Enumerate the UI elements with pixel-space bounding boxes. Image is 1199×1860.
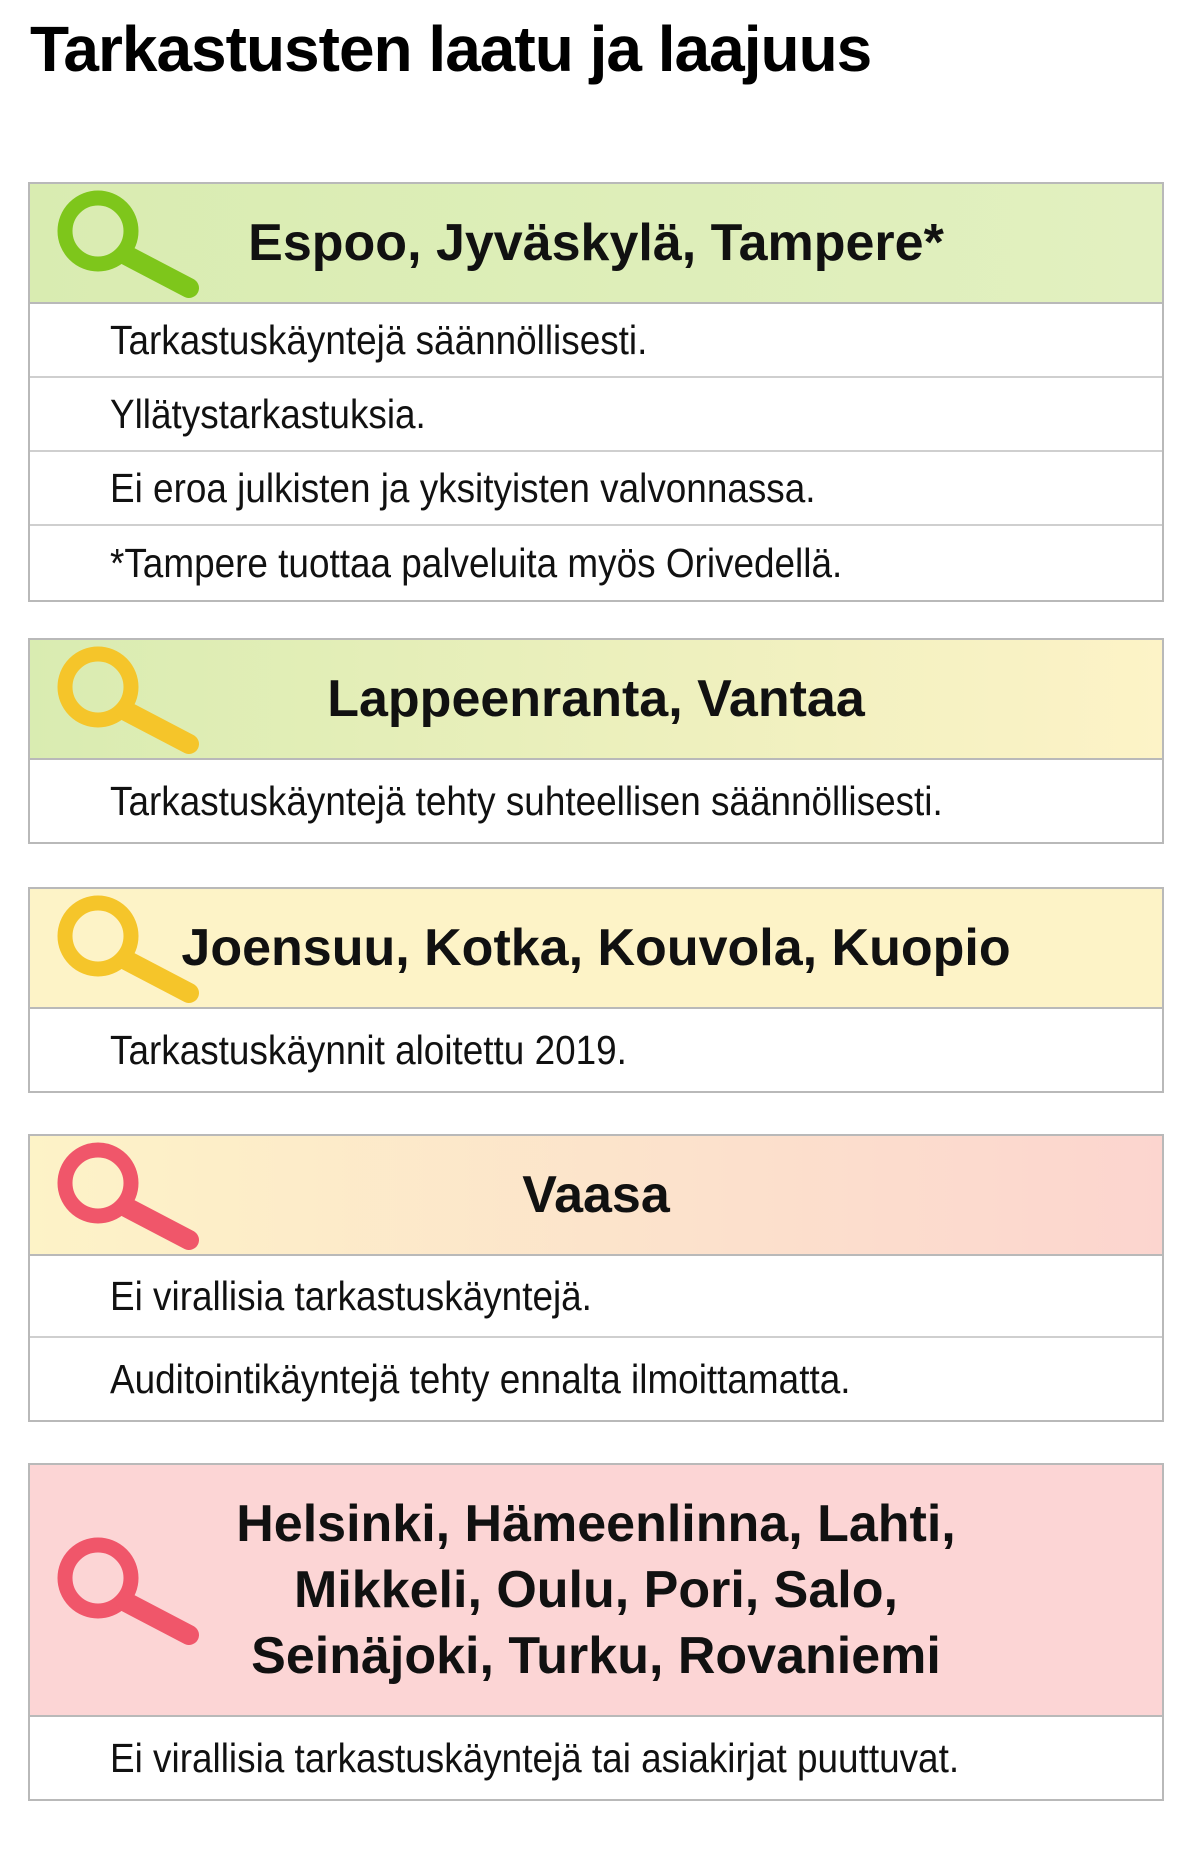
card-joensuu-kotka-kouvola-kuopio (28, 887, 1164, 1093)
list-item: Ei virallisia tarkastuskäyntejä tai asiakirjat puuttuvat. (110, 1734, 960, 1781)
card-title (248, 210, 944, 276)
card-title-line: Joensuu, Kotka, Kouvola, Kuopio (181, 919, 1011, 977)
card-title-line: Vaasa (522, 1166, 670, 1224)
card-header (30, 1465, 1162, 1717)
list-item: Yllätystarkastuksia. (30, 378, 1162, 452)
page-title: Tarkastusten laatu ja laajuus (30, 13, 872, 85)
list-item: Ei virallisia tarkastuskäyntejä. (30, 1256, 1162, 1338)
magnifier-red-icon (46, 1530, 202, 1650)
magnifier-green-icon (46, 183, 202, 303)
card-header (30, 1136, 1162, 1256)
magnifier-yellow-icon (46, 639, 202, 759)
card-lappeenranta-vantaa (28, 638, 1164, 844)
card-title (236, 1491, 956, 1689)
card-title-line: Espoo, Jyväskylä, Tampere* (248, 214, 944, 272)
card-title (522, 1162, 670, 1228)
magnifier-yellow-icon (46, 888, 202, 1008)
card-helsinki-and-others (28, 1463, 1164, 1801)
list-item: Ei eroa julkisten ja yksityisten valvonnassa. (30, 452, 1162, 526)
card-vaasa (28, 1134, 1164, 1422)
card-title (327, 666, 865, 732)
magnifier-red-icon (46, 1135, 202, 1255)
list-item: Tarkastuskäynnit aloitettu 2019. (110, 1026, 627, 1073)
card-header (30, 640, 1162, 760)
card-title-line: Seinäjoki, Turku, Rovaniemi (251, 1627, 941, 1685)
card-header (30, 889, 1162, 1009)
card-title (181, 915, 1010, 981)
card-header (30, 184, 1162, 304)
list-item: *Tampere tuottaa palveluita myös Orivedellä. (110, 539, 843, 586)
list-item: Auditointikäyntejä tehty ennalta ilmoittamatta. (110, 1355, 851, 1402)
card-espoo-jyvaskyla-tampere (28, 182, 1164, 602)
list-item: Tarkastuskäyntejä tehty suhteellisen säännöllisesti. (110, 777, 943, 824)
card-title-line: Lappeenranta, Vantaa (327, 670, 865, 728)
card-title-line: Mikkeli, Oulu, Pori, Salo, (294, 1561, 898, 1619)
card-title-line: Helsinki, Hämeenlinna, Lahti, (236, 1495, 956, 1553)
list-item: Tarkastuskäyntejä säännöllisesti. (30, 304, 1162, 378)
